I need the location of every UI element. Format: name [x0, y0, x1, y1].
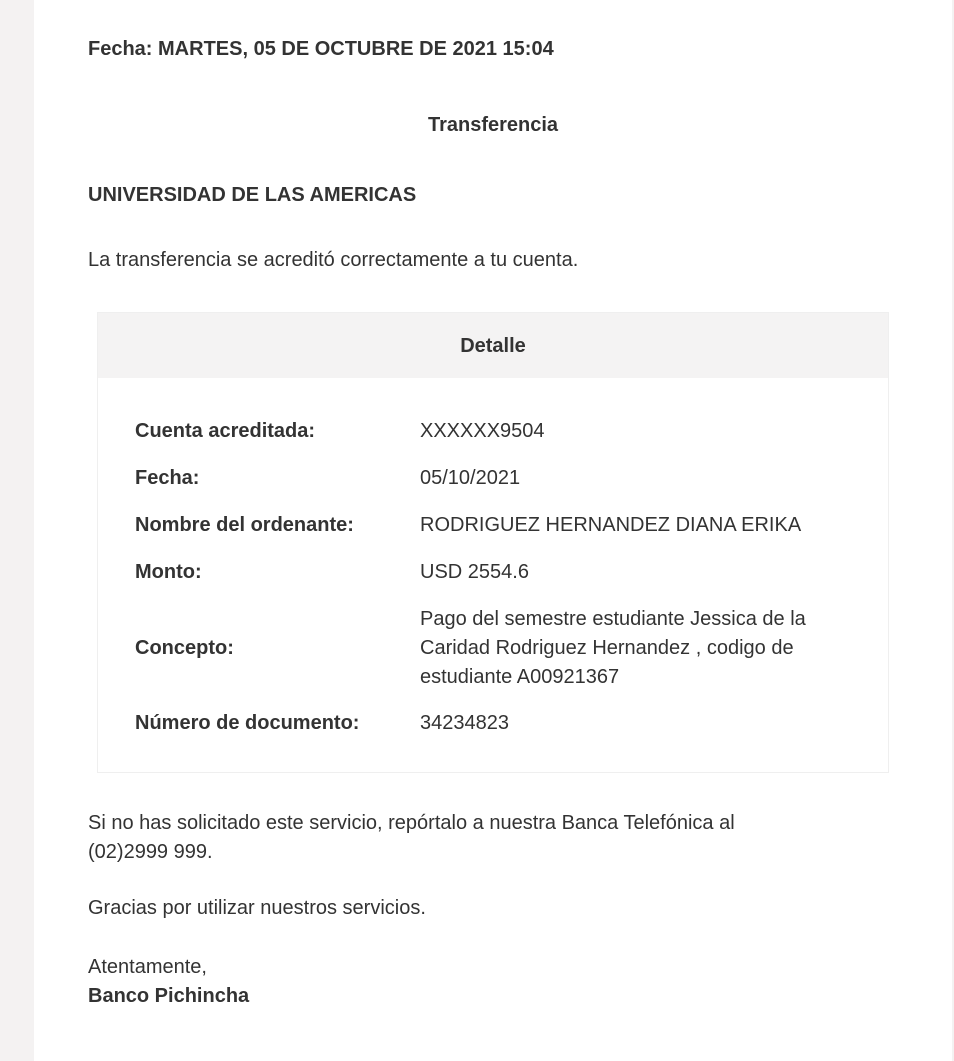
recipient-name: UNIVERSIDAD DE LAS AMERICAS: [88, 184, 417, 206]
detail-label: Cuenta acreditada:: [135, 420, 316, 442]
detail-label: Concepto:: [135, 636, 234, 659]
detail-table: [135, 408, 855, 747]
detail-value: 34234823: [420, 712, 509, 734]
detail-label: Número de documento:: [135, 712, 360, 734]
detail-value: RODRIGUEZ HERNANDEZ DIANA ERIKA: [420, 514, 802, 536]
signature: [88, 953, 249, 1011]
detail-row-account: [135, 408, 855, 455]
detail-card: [97, 312, 889, 773]
closing-text: Atentamente,: [88, 956, 207, 978]
confirmation-message: La transferencia se acreditó correctamente a tu cuenta.: [88, 249, 579, 271]
detail-header: Detalle: [98, 313, 888, 378]
report-notice: Si no has solicitado este servicio, repórtalo a nuestra Banca Telefónica al (02)2999 999.: [88, 812, 735, 863]
detail-value: 05/10/2021: [420, 467, 521, 489]
detail-label: Monto:: [135, 561, 202, 583]
detail-value: Pago del semestre estudiante Jessica de la Caridad Rodriguez Hernandez , codigo de estudiante A00921367: [420, 607, 806, 688]
email-body: [34, 0, 952, 1061]
thanks-message: Gracias por utilizar nuestros servicios.: [88, 897, 426, 919]
detail-row-sender: [135, 502, 855, 549]
section-title: Transferencia: [427, 114, 559, 136]
detail-value: USD 2554.6: [420, 561, 529, 583]
detail-row-concept: [135, 596, 855, 700]
detail-row-amount: [135, 549, 855, 596]
bank-name: Banco Pichincha: [88, 985, 250, 1007]
detail-row-date: [135, 455, 855, 502]
transaction-date: Fecha: MARTES, 05 DE OCTUBRE DE 2021 15:04: [88, 38, 554, 60]
detail-value: XXXXXX9504: [420, 420, 545, 442]
detail-row-document: [135, 700, 855, 747]
detail-label: Nombre del ordenante:: [135, 514, 354, 536]
detail-label: Fecha:: [135, 467, 200, 489]
